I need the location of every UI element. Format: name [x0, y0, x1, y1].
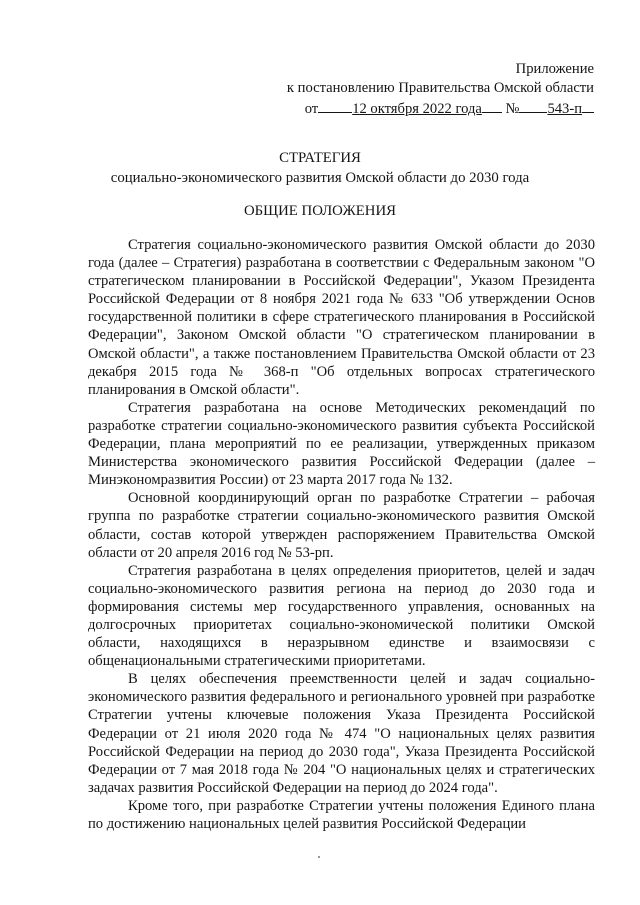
resolution-date: 12 октября 2022 года — [352, 101, 482, 117]
appendix-date-number-line — [287, 98, 594, 119]
paragraph: Кроме того, при разработке Стратегии учтены положения Единого плана по достижению национальных целей развития Российской Федерации — [88, 797, 595, 832]
number-blank-left — [519, 98, 547, 113]
paragraph: Стратегия разработана в целях определения приоритетов, целей и задач социально-экономического развития региона на период до 2030 года и формирования системы мер государственного управления, основанных на долгосрочных приоритетах социально-экономической политики Омской области, находящихся в неразрывном единстве и взаимосвязи с общенациональными стратегическими приоритетами. — [88, 562, 595, 670]
appendix-header — [287, 60, 594, 119]
document-subtitle: социально-экономического развития Омской области до 2030 года — [110, 170, 530, 186]
section-heading: ОБЩИЕ ПОЛОЖЕНИЯ — [243, 203, 397, 219]
number-label: № — [505, 101, 520, 117]
number-blank-right — [582, 98, 594, 113]
paragraph: В целях обеспечения преемственности целей и задач социально-экономического развития федерального и регионального уровней при разработке Стратегии учтены ключевые положения Указа Президента Российской Федерации от 21 июля 2020 года № 474 "О национальных целях развития Российской Федерации на период до 2030 года", Указа Президента Российской Федерации от 7 мая 2018 года № 204 "О национальных целях и стратегических задачах развития Российской Федерации на период до 2024 года". — [88, 671, 595, 796]
resolution-number: 543-п — [547, 101, 582, 117]
document-body — [88, 236, 595, 833]
paragraph: Стратегия социально-экономического развития Омской области до 2030 года (далее – Стратегия) разработана в соответствии с Федеральным законом "О стратегическом планировании в Российской Федерации", Указом Президента Российской Федерации от 8 ноября 2021 года № 633 "Об утверждении Основ государственной политики в сфере стратегического планирования в Российской Федерации", Законом Омской области "О стратегическом планировании в Омской области", а также постановлением Правительства Омской области от 23 декабря 2015 года № 368-п "Об отдельных вопросах стратегического планирования в Омской области". — [88, 237, 595, 398]
appendix-resolution-reference: к постановлению Правительства Омской области — [286, 80, 594, 96]
appendix-label: Приложение — [515, 61, 594, 77]
from-label: от — [304, 101, 319, 117]
paragraph: Стратегия разработана на основе Методических рекомендаций по разработке стратегии социально-экономического развития субъекта Российской Федерации, плана мероприятий по ее реализации, утвержденных приказом Министерства экономического развития Российской Федерации (далее – Минэкономразвития России) от 23 марта 2017 года № 132. — [88, 399, 595, 489]
document-title: СТРАТЕГИЯ — [279, 150, 361, 166]
paragraph: Основной координирующий орган по разработке Стратегии – рабочая группа по разработке стратегии социально-экономического развития Омской области, состав которой утвержден распоряжением Правительства Омской области от 20 апреля 2016 год № 53-рп. — [88, 490, 595, 561]
date-blank-left — [318, 98, 352, 113]
scan-speck — [318, 856, 320, 858]
date-blank-right — [482, 98, 502, 113]
